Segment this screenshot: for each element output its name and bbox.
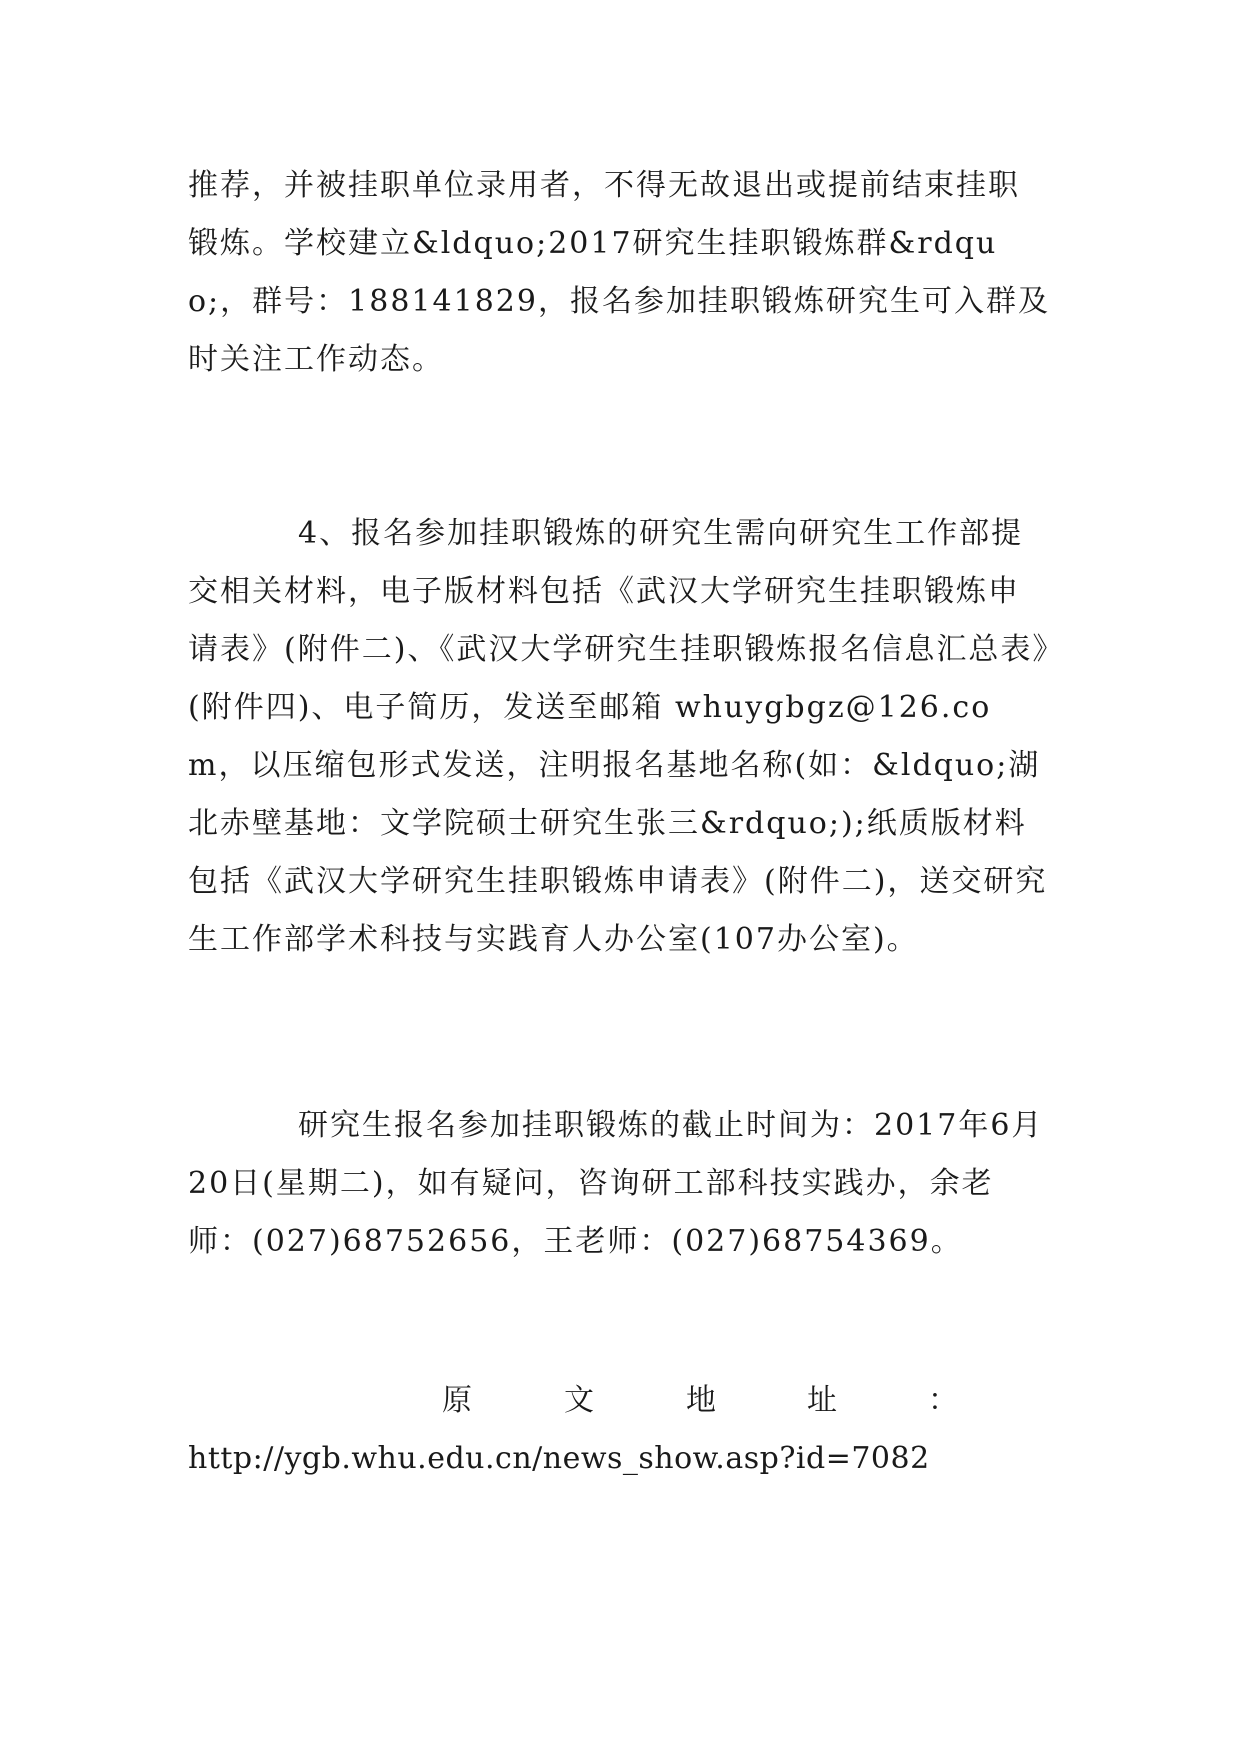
paragraph-registration-note: 推荐，并被挂职单位录用者，不得无故退出或提前结束挂职锻炼。学校建立&ldquo;2017研究生挂职锻炼群&rdquo;，群号：188141829，报名参加挂职锻炼研究生可入群及时关注工作动态。 [188, 168, 1050, 377]
source-label-char: 址 [807, 1383, 837, 1418]
paragraph-submission-materials: 4、报名参加挂职锻炼的研究生需向研究生工作部提交相关材料，电子版材料包括《武汉大学研究生挂职锻炼申请表》(附件二)、《武汉大学研究生挂职锻炼报名信息汇总表》(附件四)、电子简历，发送至邮箱 whuygbgz@126.com，以压缩包形式发送，注明报名基地名称(如：&ldquo;湖北赤壁基地：文学院硕士研究生张三&rdquo;);纸质版材料包括《武汉大学研究生挂职锻炼申请表》(附件二)，送交研究生工作部学术科技与实践育人办公室(107办公室)。 [188, 516, 1050, 957]
source-url: http://ygb.whu.edu.cn/news_show.asp?id=7082 [188, 1441, 930, 1476]
source-label-char: 地 [686, 1383, 716, 1418]
source-label-char: 文 [564, 1383, 594, 1418]
source-label-char: 原 [442, 1383, 472, 1418]
source-label-char: ： [928, 1383, 958, 1418]
paragraph-deadline-contacts: 研究生报名参加挂职锻炼的截止时间为：2017年6月20日(星期二)，如有疑问，咨询研工部科技实践办，余老师：(027)68752656，王老师：(027)68754369。 [188, 1108, 1044, 1259]
